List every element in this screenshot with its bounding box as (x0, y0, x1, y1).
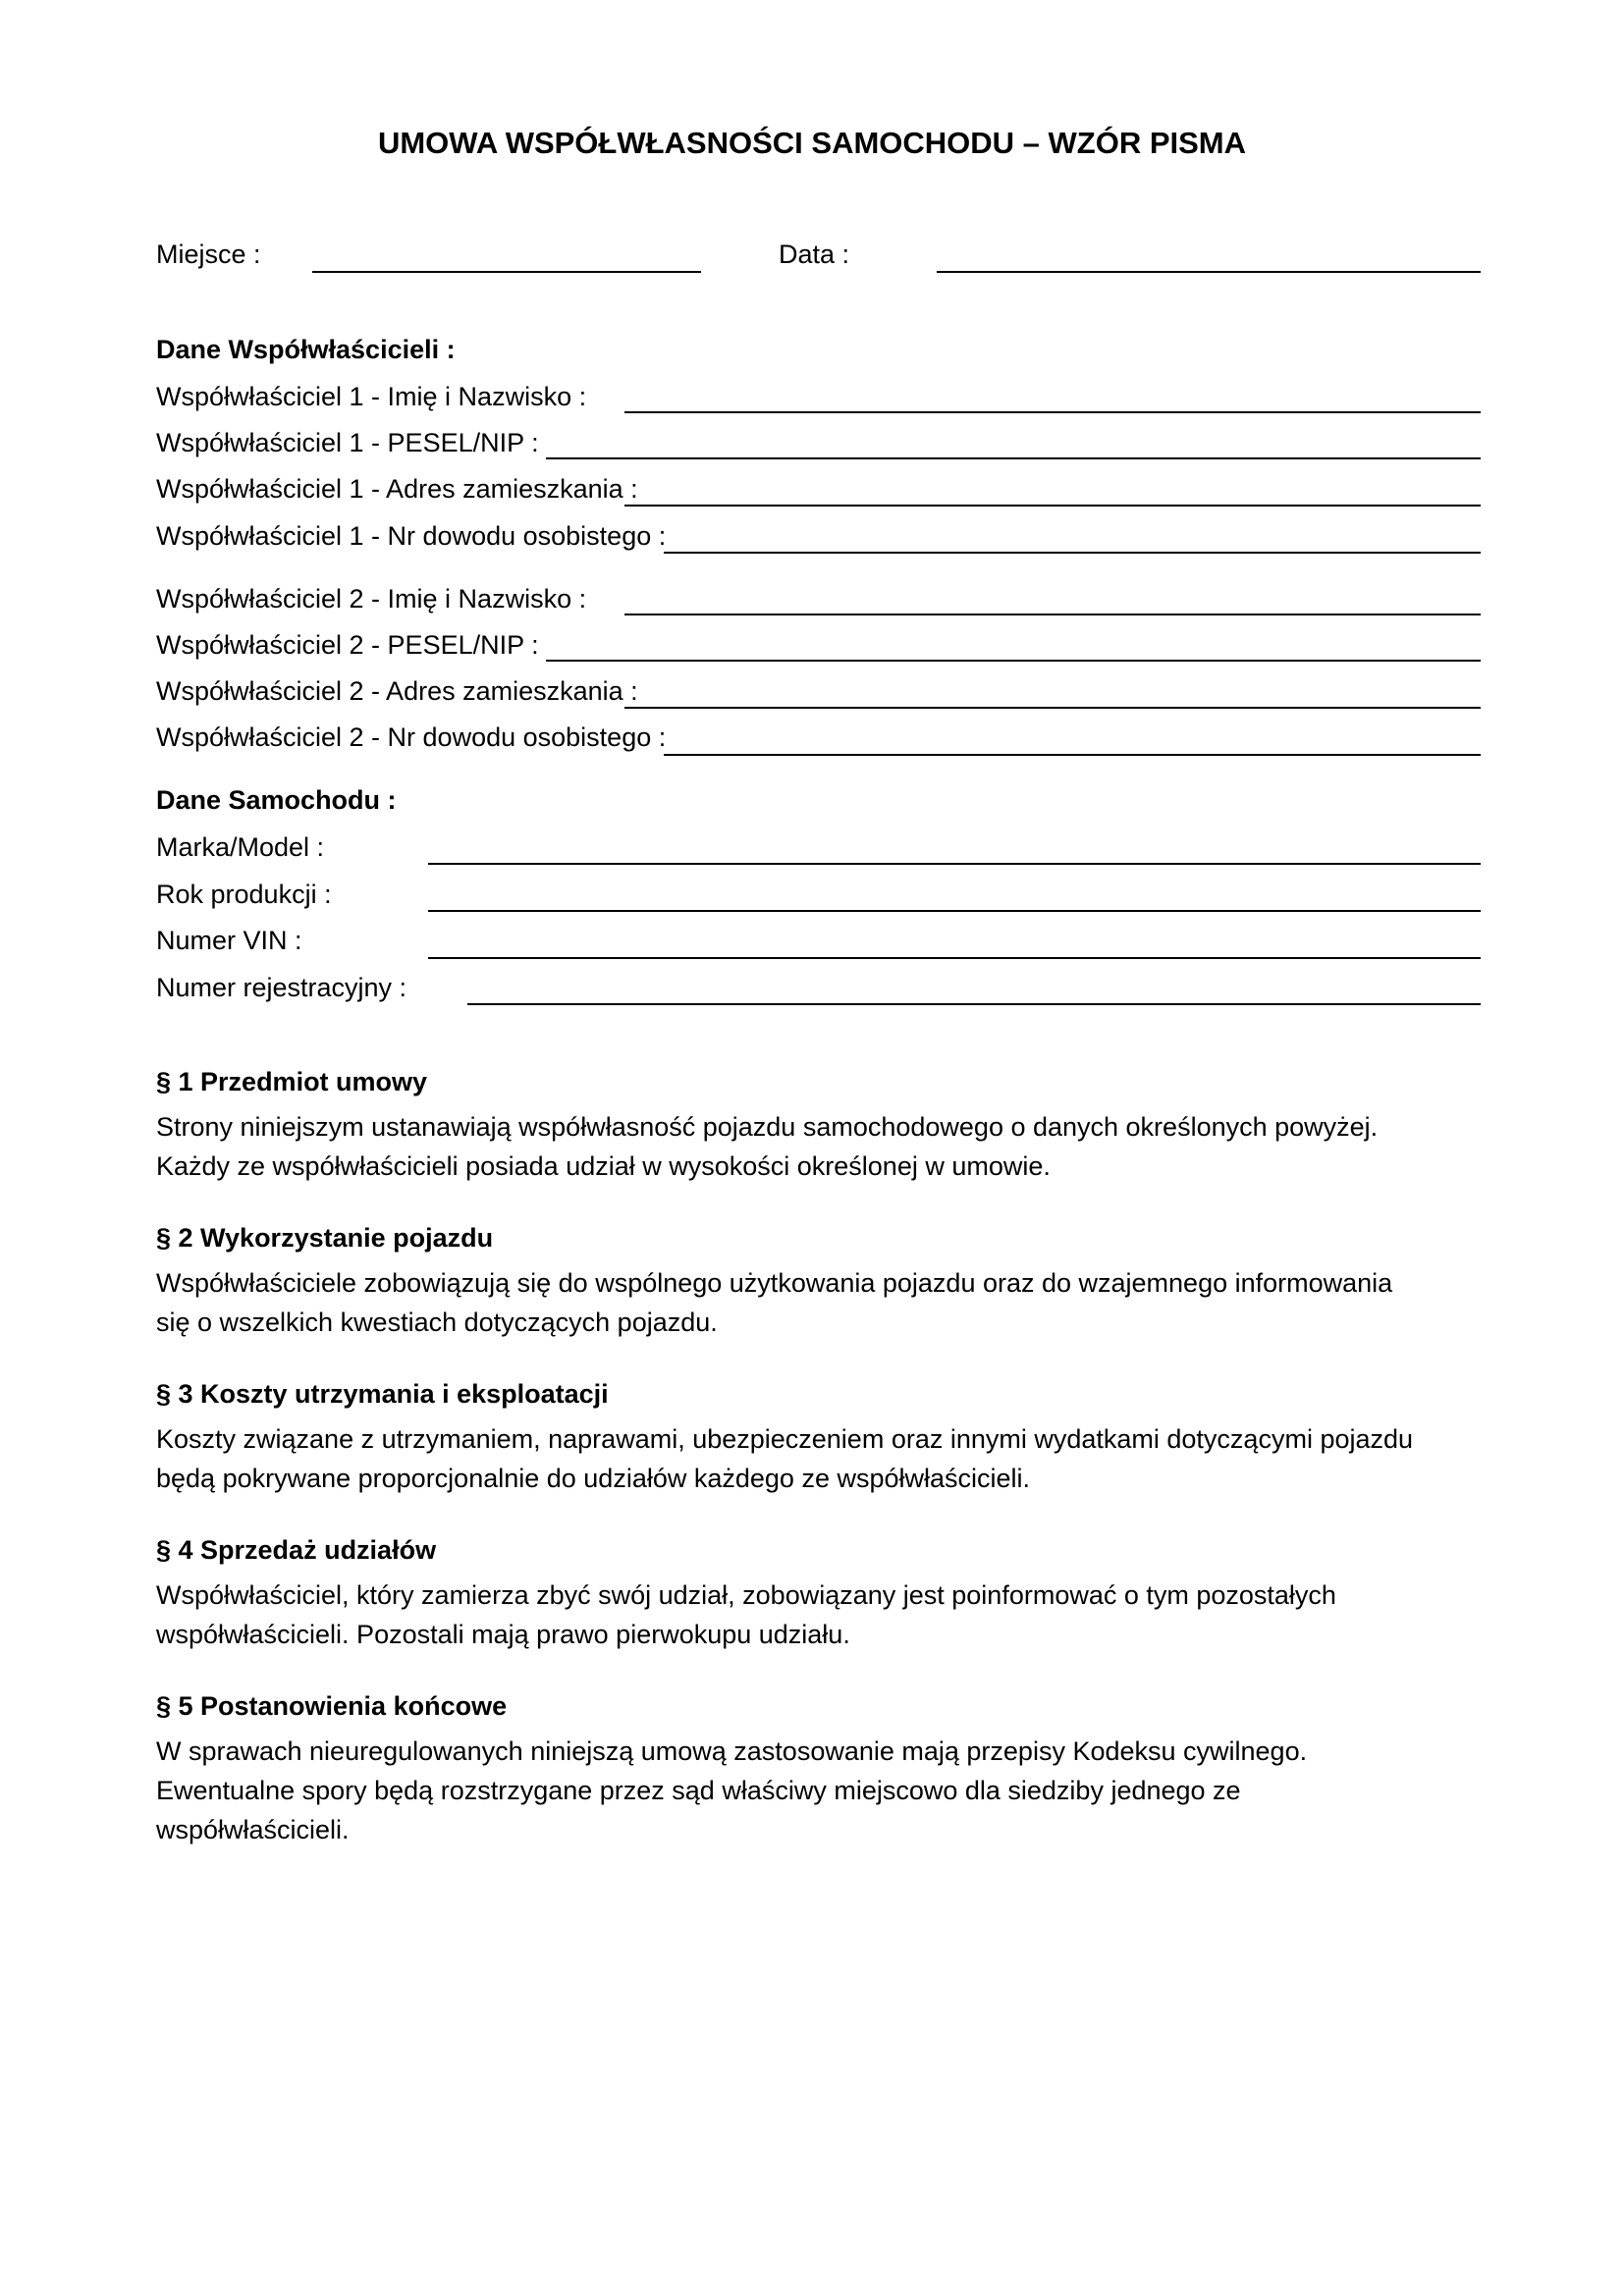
owner2-name-field[interactable] (624, 614, 1481, 615)
owner2-id-field[interactable] (664, 754, 1481, 756)
car-vin-field[interactable] (428, 957, 1481, 959)
section-5-line-3: współwłaścicieli. (156, 1815, 350, 1844)
section-2-heading: § 2 Wykorzystanie pojazdu (156, 1223, 494, 1253)
section-3-text (156, 1419, 1491, 1498)
section-3-heading: § 3 Koszty utrzymania i eksploatacji (156, 1379, 609, 1409)
coowners-heading: Dane Współwłaścicieli : (156, 335, 456, 364)
section-4-line-2: współwłaścicieli. Pozostali mają prawo pierwokupu udziału. (156, 1620, 850, 1649)
owner2-name-label: Współwłaściciel 2 - Imię i Nazwisko : (156, 584, 587, 614)
place-label: Miejsce : (156, 240, 261, 269)
owner1-id-field[interactable] (664, 552, 1481, 554)
date-label: Data : (779, 240, 850, 269)
section-5-heading: § 5 Postanowienia końcowe (156, 1691, 508, 1721)
owner1-name-label: Współwłaściciel 1 - Imię i Nazwisko : (156, 382, 587, 411)
owner2-address-field[interactable] (624, 707, 1481, 709)
owner2-address-label: Współwłaściciel 2 - Adres zamieszkania : (156, 676, 638, 706)
section-3-line-1: Koszty związane z utrzymaniem, naprawami, ubezpieczeniem oraz innymi wydatkami dotyczącymi pojazdu (156, 1424, 1414, 1454)
owner1-id-label: Współwłaściciel 1 - Nr dowodu osobistego : (156, 521, 667, 551)
section-1-text (156, 1107, 1491, 1186)
car-vin-label: Numer VIN : (156, 926, 302, 955)
owner2-pesel-field[interactable] (546, 660, 1481, 662)
section-2-line-1: Współwłaściciele zobowiązują się do wspólnego użytkowania pojazdu oraz do wzajemnego informowania (156, 1268, 1393, 1298)
owner1-pesel-field[interactable] (546, 457, 1481, 459)
date-field[interactable] (937, 271, 1481, 273)
owner1-address-label: Współwłaściciel 1 - Adres zamieszkania : (156, 474, 638, 504)
owner2-id-label: Współwłaściciel 2 - Nr dowodu osobistego : (156, 722, 667, 752)
section-1-line-1: Strony niniejszym ustanawiają współwłasność pojazdu samochodowego o danych określonych powyżej. (156, 1112, 1379, 1142)
section-5-text (156, 1732, 1491, 1849)
section-1-line-2: Każdy ze współwłaścicieli posiada udział w wysokości określonej w umowie. (156, 1151, 1051, 1181)
car-year-field[interactable] (428, 910, 1481, 912)
document-title: UMOWA WSPÓŁWŁASNOŚCI SAMOCHODU – WZÓR PISMA (377, 126, 1247, 160)
place-field[interactable] (312, 271, 701, 273)
owner2-pesel-label: Współwłaściciel 2 - PESEL/NIP : (156, 630, 539, 660)
car-model-label: Marka/Model : (156, 832, 325, 862)
section-2-line-2: się o wszelkich kwestiach dotyczących pojazdu. (156, 1308, 718, 1337)
section-5-line-1: W sprawach nieuregulowanych niniejszą umową zastosowanie mają przepisy Kodeksu cywilnego. (156, 1736, 1308, 1766)
car-year-label: Rok produkcji : (156, 880, 332, 909)
section-4-heading: § 4 Sprzedaż udziałów (156, 1535, 437, 1565)
car-registration-label: Numer rejestracyjny : (156, 973, 407, 1002)
owner1-address-field[interactable] (624, 505, 1481, 507)
section-3-line-2: będą pokrywane proporcjonalnie do udziałów każdego ze współwłaścicieli. (156, 1464, 1031, 1493)
car-heading: Dane Samochodu : (156, 785, 397, 815)
car-registration-field[interactable] (467, 1003, 1481, 1005)
section-5-line-2: Ewentualne spory będą rozstrzygane przez sąd właściwy miejscowo dla siedziby jednego ze (156, 1776, 1241, 1805)
section-4-line-1: Współwłaściciel, który zamierza zbyć swój udział, zobowiązany jest poinformować o tym pozostałych (156, 1580, 1336, 1610)
owner1-name-field[interactable] (624, 411, 1481, 413)
section-2-text (156, 1263, 1491, 1342)
section-1-heading: § 1 Przedmiot umowy (156, 1067, 428, 1096)
car-model-field[interactable] (428, 863, 1481, 865)
section-4-text (156, 1575, 1491, 1654)
owner1-pesel-label: Współwłaściciel 1 - PESEL/NIP : (156, 428, 539, 457)
